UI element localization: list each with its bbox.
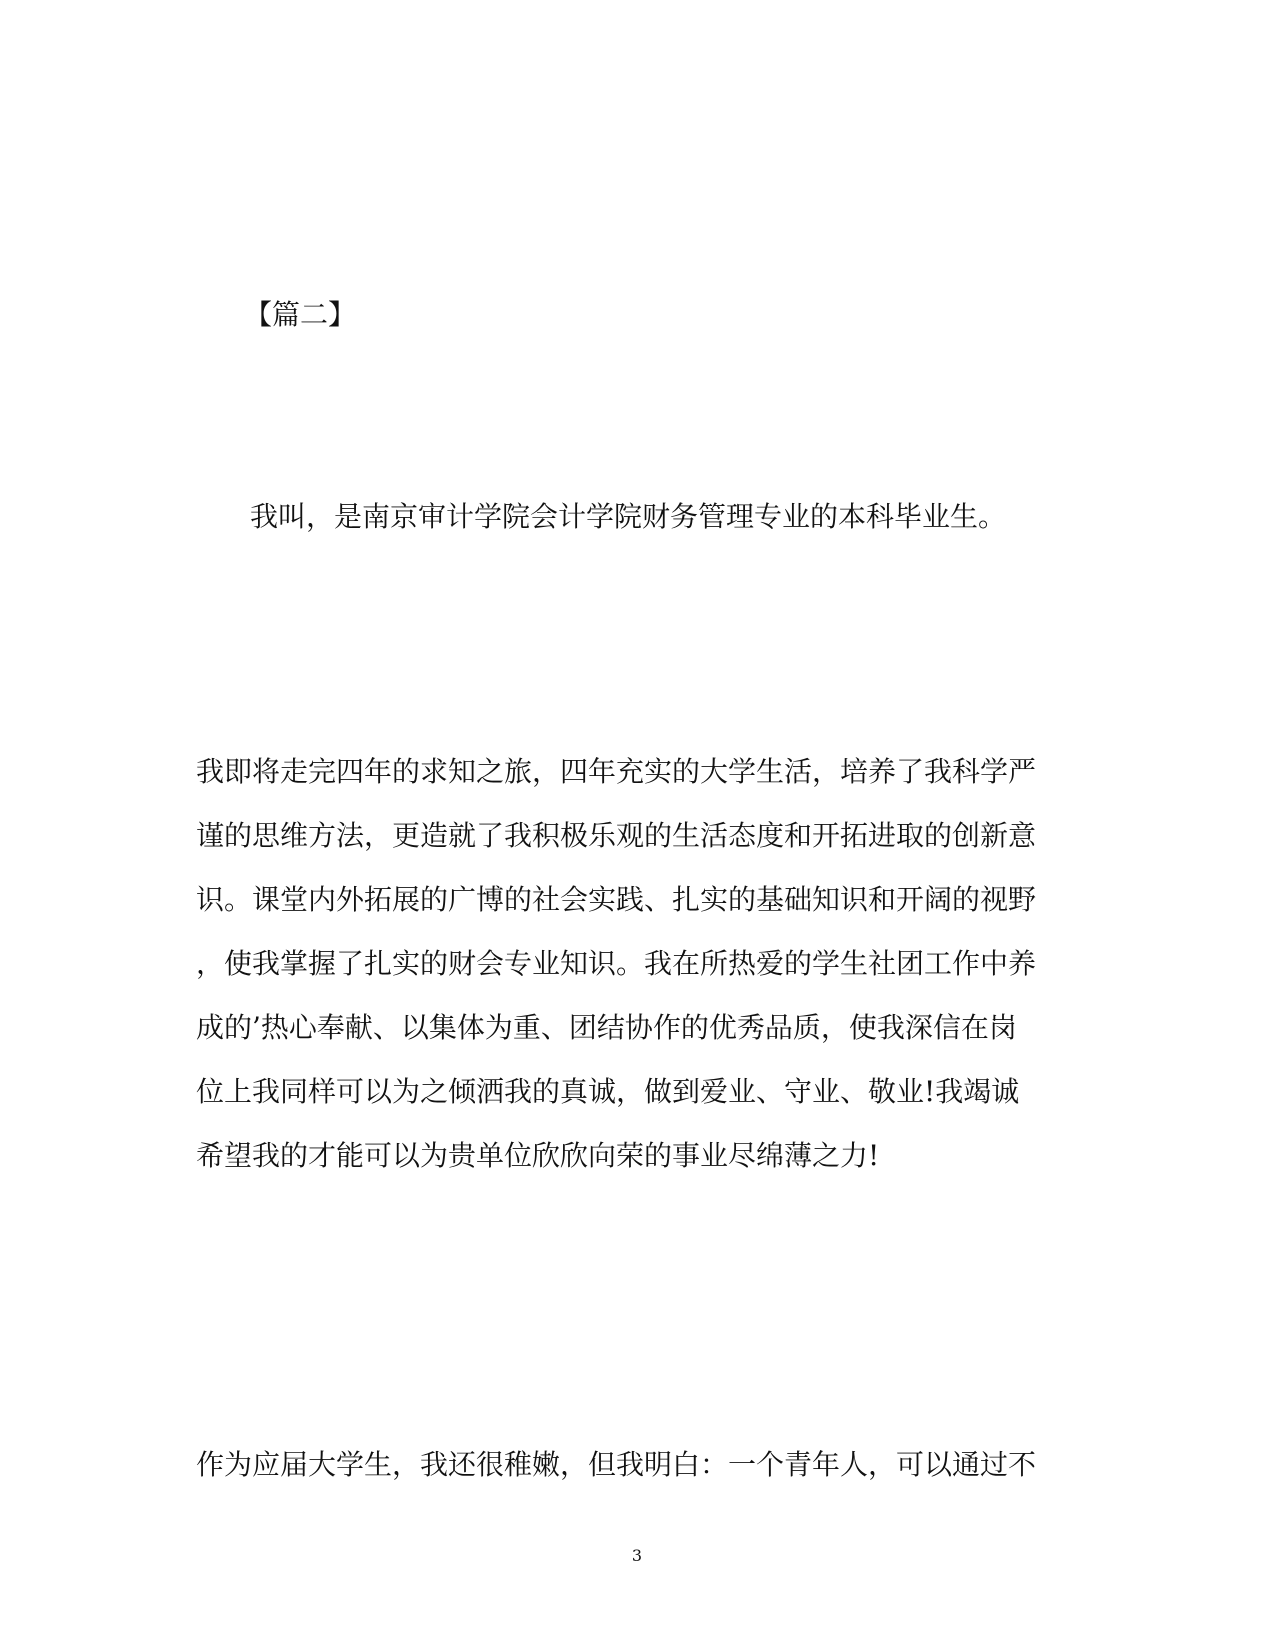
body-paragraph — [196, 755, 1076, 1203]
intro-sentence: 我叫，是南京审计学院会计学院财务管理专业的本科毕业生。 — [250, 500, 1007, 533]
paragraph-line: 位上我同样可以为之倾洒我的真诚，做到爱业、守业、敬业!我竭诚 — [196, 1075, 1020, 1108]
paragraph-line: 谨的思维方法，更造就了我积极乐观的生活态度和开拓进取的创新意 — [196, 819, 1037, 852]
paragraph-line: 识。课堂内外拓展的广博的社会实践、扎实的基础知识和开阔的视野 — [196, 883, 1037, 916]
page-number: 3 — [631, 1546, 643, 1565]
paragraph-line: ，使我掌握了扎实的财会专业知识。我在所热爱的学生社团工作中养 — [196, 947, 1037, 980]
paragraph-line: 我即将走完四年的求知之旅，四年充实的大学生活，培养了我科学严 — [196, 755, 1037, 788]
paragraph-line: 成的’热心奉献、以集体为重、团结协作的优秀品质，使我深信在岗 — [196, 1011, 1017, 1044]
section-heading: 【篇二】 — [244, 298, 357, 331]
closing-line: 作为应届大学生，我还很稚嫩，但我明白：一个青年人，可以通过不 — [196, 1448, 1037, 1481]
paragraph-line: 希望我的才能可以为贵单位欣欣向荣的事业尽绵薄之力! — [196, 1139, 880, 1172]
